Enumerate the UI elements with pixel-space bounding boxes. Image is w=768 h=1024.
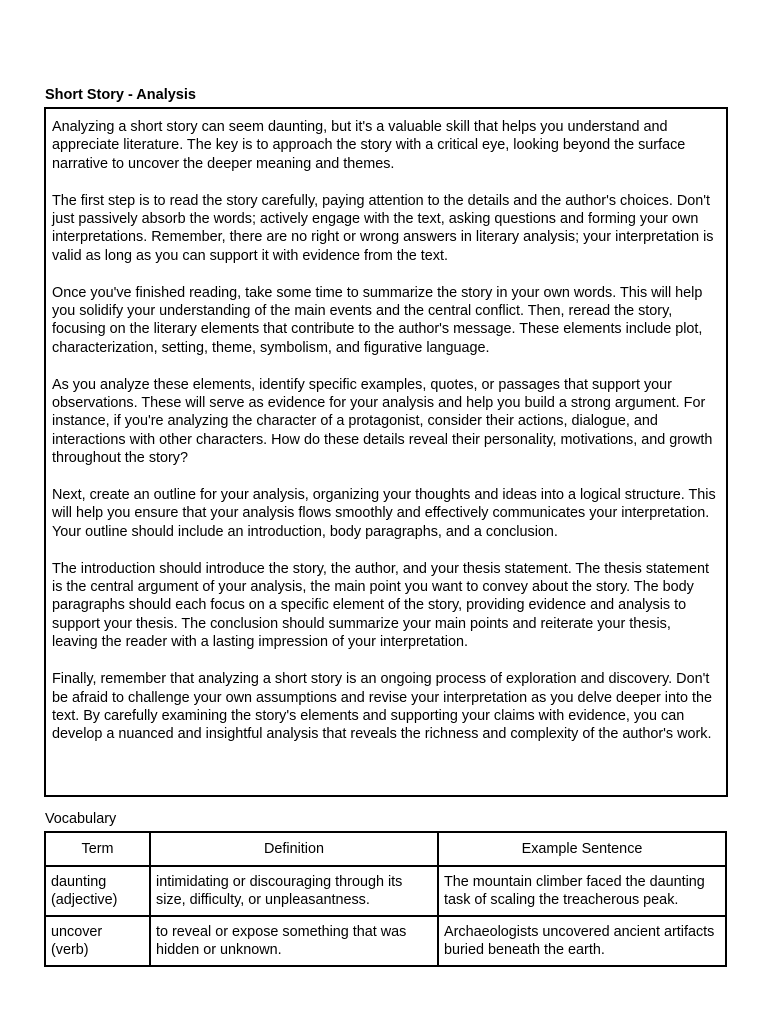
story-analysis-box (44, 107, 728, 797)
definition-cell: intimidating or discouraging through its size, difficulty, or unpleasantness. (150, 866, 438, 916)
table-header-row (45, 832, 726, 866)
paragraph-intro: Analyzing a short story can seem daunting, but it's a valuable skill that helps you understand and appreciate literature. The key is to approach the story with a critical eye, looking beyond the surface narrative to uncover the deeper meaning and themes. (52, 119, 686, 172)
vocabulary-label: Vocabulary (45, 811, 117, 827)
table-row (45, 916, 726, 966)
header-example-sentence: Example Sentence (438, 832, 726, 866)
term-word: uncover (51, 924, 103, 940)
header-definition: Definition (150, 832, 438, 866)
term-word: daunting (51, 874, 107, 890)
paragraph-first-step: The first step is to read the story carefully, paying attention to the details and the author's choices. Don't just passively absorb the words; actively engage with the text, asking questions and forming your own interpretations. Remember, there are no right or wrong answers in literary analysis; your interpretation is valid as long as you can support it with evidence from the text. (52, 192, 714, 264)
paragraph-structure: The introduction should introduce the story, the author, and your thesis statement. The thesis statement is the central argument of your analysis, the main point you want to convey about the story. The body paragraphs should each focus on a specific element of the story, providing evidence and analysis to support your thesis. The conclusion should summarize your main points and reiterate your thesis, leaving the reader with a lasting impression of your interpretation. (52, 560, 710, 651)
example-cell: Archaeologists uncovered ancient artifacts buried beneath the earth. (438, 916, 726, 966)
paragraph-conclusion: Finally, remember that analyzing a short story is an ongoing process of exploration and discovery. Don't be afraid to challenge your own assumptions and revise your interpretation as you delve deeper into the text. By carefully examining the story's elements and supporting your claims with evidence, you can develop a nuanced and insightful analysis that reveals the richness and complexity of the author's work. (52, 671, 712, 743)
paragraph-evidence: As you analyze these elements, identify specific examples, quotes, or passages that support your observations. These will serve as evidence for your analysis and help you build a strong argument. For instance, if you're analyzing the character of a protagonist, consider their actions, dialogue, and interactions with other characters. How do these details reveal their personality, motivations, and growth throughout the story? (52, 376, 713, 467)
document-title: Short Story - Analysis (45, 87, 196, 103)
paragraph-outline: Next, create an outline for your analysis, organizing your thoughts and ideas into a logical structure. This will help you ensure that your analysis flows smoothly and effectively communicates your interpretation. Your outline should include an introduction, body paragraphs, and a conclusion. (52, 487, 716, 540)
term-part-of-speech: (verb) (51, 942, 89, 958)
definition-cell: to reveal or expose something that was hidden or unknown. (150, 916, 438, 966)
term-cell (45, 916, 150, 966)
example-cell: The mountain climber faced the daunting task of scaling the treacherous peak. (438, 866, 726, 916)
table-row (45, 866, 726, 916)
vocabulary-table (44, 831, 727, 967)
header-term: Term (45, 832, 150, 866)
term-cell (45, 866, 150, 916)
term-part-of-speech: (adjective) (51, 892, 118, 908)
paragraph-summarize: Once you've finished reading, take some time to summarize the story in your own words. This will help you solidify your understanding of the main events and the central conflict. Then, reread the story, focusing on the literary elements that contribute to the author's message. These elements include plot, characterization, setting, theme, symbolism, and figurative language. (52, 284, 703, 356)
